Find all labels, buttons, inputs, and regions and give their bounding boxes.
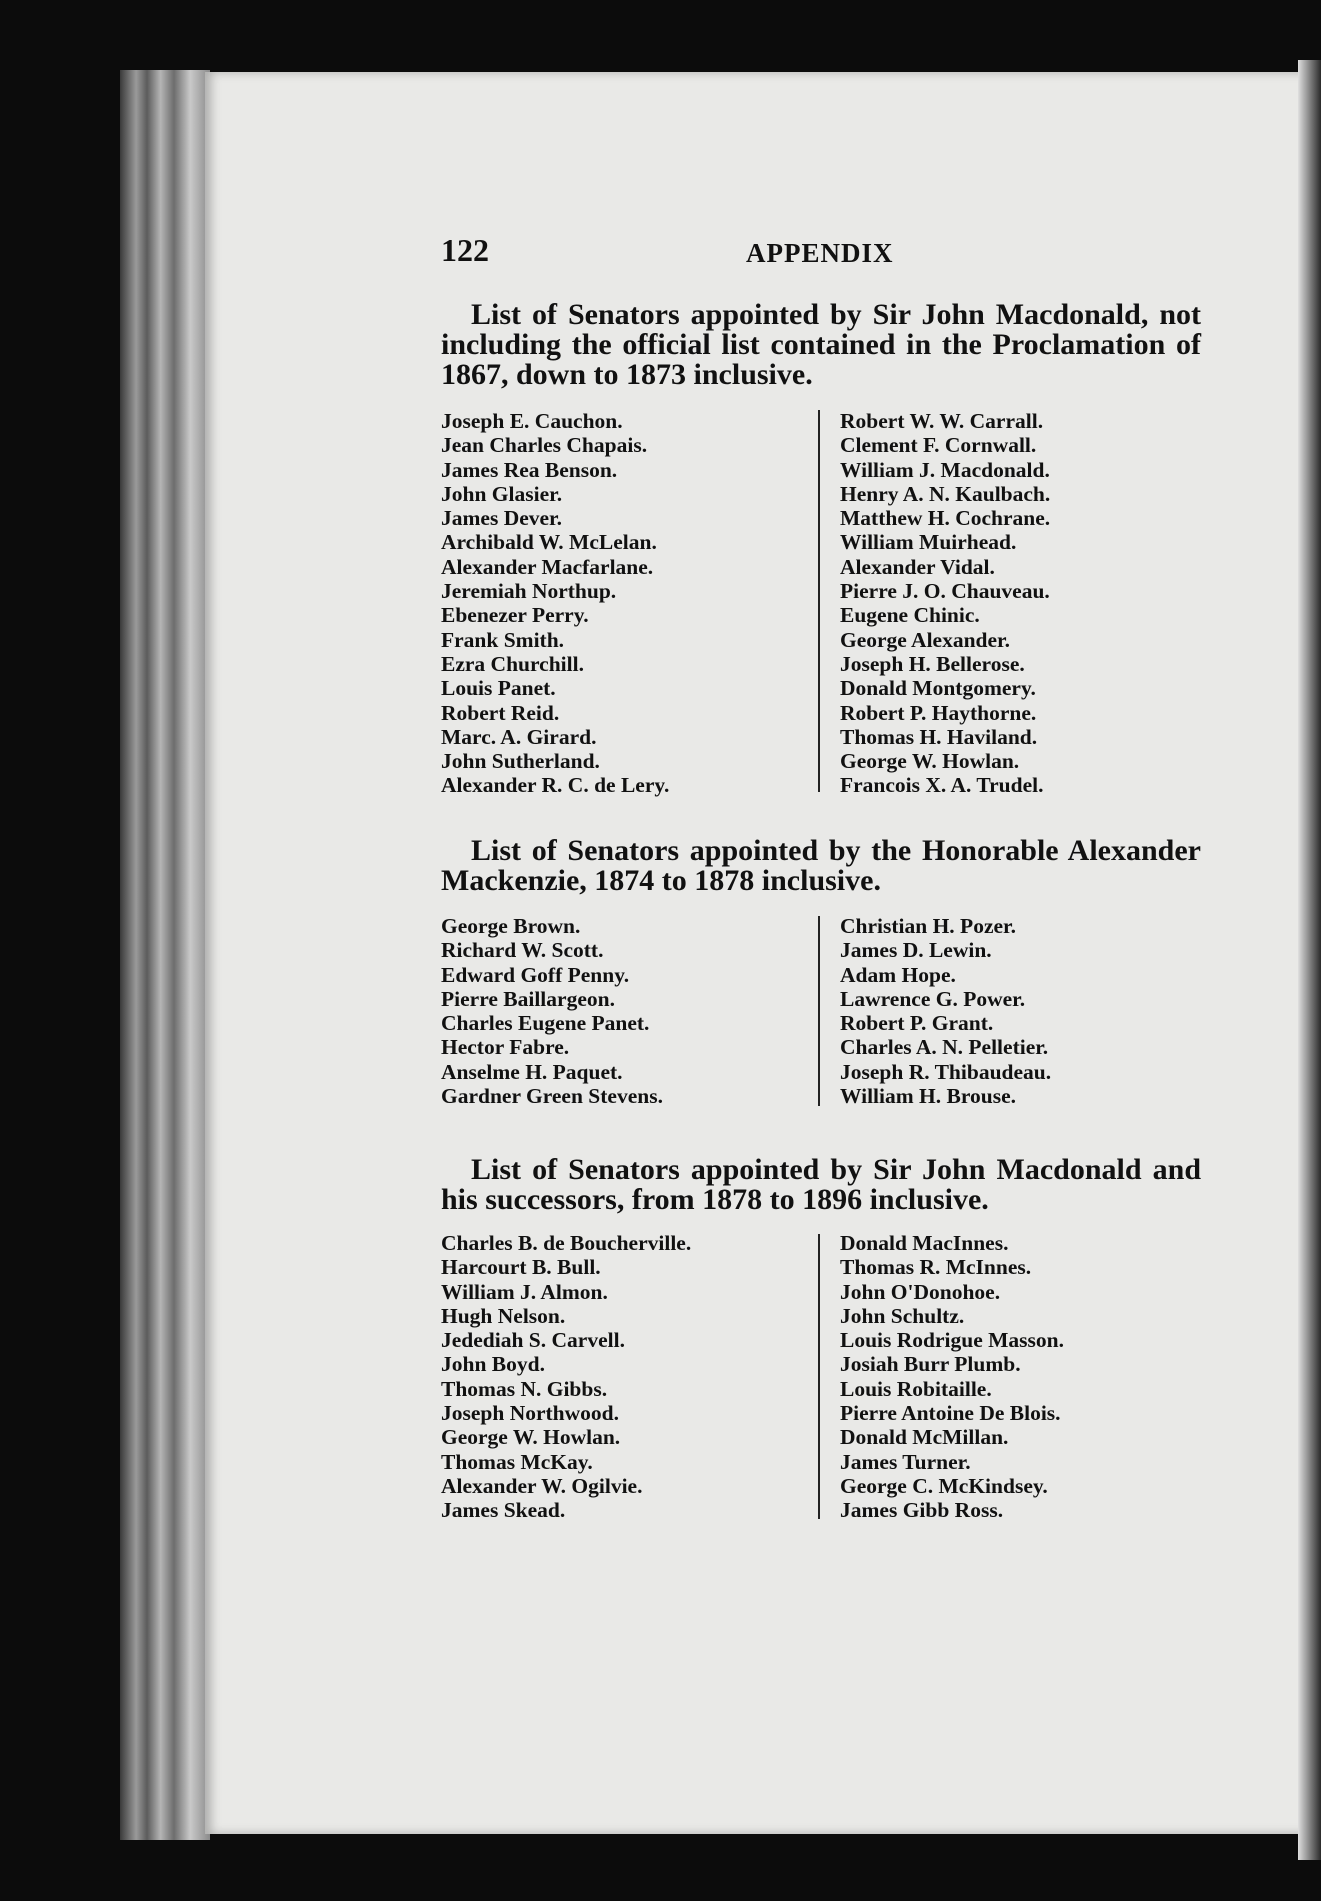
list-item: Marc. A. Girard. xyxy=(441,724,597,749)
list-item: Matthew H. Cochrane. xyxy=(840,506,1051,531)
list-item: James Turner. xyxy=(840,1449,971,1474)
list-item: Pierre Baillargeon. xyxy=(441,986,615,1011)
senator-list-3-right xyxy=(840,1231,1064,1523)
column-divider-1 xyxy=(818,410,820,792)
senator-list-1-left xyxy=(441,409,669,798)
list-item: Hector Fabre. xyxy=(441,1035,570,1060)
senator-list-2-right xyxy=(840,914,1051,1108)
list-item: Alexander R. C. de Lery. xyxy=(441,773,670,798)
list-item: Thomas R. McInnes. xyxy=(840,1255,1032,1280)
list-item: Pierre Antoine De Blois. xyxy=(840,1401,1061,1426)
list-item: Frank Smith. xyxy=(441,627,565,652)
senator-list-2-left xyxy=(441,914,663,1108)
list-item: Robert P. Grant. xyxy=(840,1011,994,1036)
list-item: George Brown. xyxy=(441,914,581,938)
senator-list-1-right xyxy=(840,409,1050,798)
list-item: Louis Rodrigue Masson. xyxy=(840,1328,1064,1353)
list-item: Alexander Vidal. xyxy=(840,554,995,579)
list-item: George Alexander. xyxy=(840,627,1010,652)
list-item: William J. Macdonald. xyxy=(840,457,1050,482)
list-item: James Skead. xyxy=(441,1498,566,1523)
list-item: George W. Howlan. xyxy=(840,749,1020,774)
list-item: William H. Brouse. xyxy=(840,1084,1016,1109)
list-item: Edward Goff Penny. xyxy=(441,962,630,987)
list-item: Jeremiah Northup. xyxy=(441,579,617,604)
section-heading-2: List of Senators appointed by the Honorable Alexander Mackenzie, 1874 to 1878 inclusive. xyxy=(441,834,1201,897)
list-item: Richard W. Scott. xyxy=(441,938,604,963)
list-item: Jedediah S. Carvell. xyxy=(441,1328,625,1353)
list-item: Louis Robitaille. xyxy=(840,1376,992,1401)
page-edge xyxy=(1298,60,1321,1860)
list-item: John Boyd. xyxy=(441,1352,545,1377)
list-item: Joseph H. Bellerose. xyxy=(840,651,1025,676)
list-item: Joseph Northwood. xyxy=(441,1401,619,1426)
list-item: William Muirhead. xyxy=(840,530,1017,555)
list-item: Donald McMillan. xyxy=(840,1425,1009,1450)
page-header xyxy=(441,232,1201,272)
section-heading-1: List of Senators appointed by Sir John Macdonald, not including the official list contained in the Proclamation of 1867, down to 1873 inclusive. xyxy=(441,298,1201,391)
list-item: Josiah Burr Plumb. xyxy=(840,1352,1021,1377)
list-item: Lawrence G. Power. xyxy=(840,986,1026,1011)
list-item: Ebenezer Perry. xyxy=(441,603,589,628)
list-item: Joseph R. Thibaudeau. xyxy=(840,1059,1052,1084)
list-item: Charles Eugene Panet. xyxy=(441,1011,650,1036)
list-item: John Glasier. xyxy=(441,481,563,506)
page-number: 122 xyxy=(441,232,489,268)
list-item: John Schultz. xyxy=(840,1303,965,1328)
list-item: James Rea Benson. xyxy=(441,457,618,482)
list-item: Alexander W. Ogilvie. xyxy=(441,1473,643,1498)
list-item: Donald MacInnes. xyxy=(840,1231,1009,1255)
list-item: Donald Montgomery. xyxy=(840,676,1036,701)
book-spine xyxy=(120,70,210,1840)
list-item: James Gibb Ross. xyxy=(840,1498,1004,1523)
list-item: Christian H. Pozer. xyxy=(840,914,1016,938)
list-item: Robert W. W. Carrall. xyxy=(840,409,1044,433)
list-item: John O'Donohoe. xyxy=(840,1279,1001,1304)
list-item: George W. Howlan. xyxy=(441,1425,621,1450)
list-item: Francois X. A. Trudel. xyxy=(840,773,1044,798)
list-item: Pierre J. O. Chauveau. xyxy=(840,579,1050,604)
list-item: Hugh Nelson. xyxy=(441,1303,566,1328)
list-item: Harcourt B. Bull. xyxy=(441,1255,601,1280)
list-item: Thomas H. Haviland. xyxy=(840,724,1038,749)
list-item: Thomas N. Gibbs. xyxy=(441,1376,608,1401)
list-item: Robert P. Haythorne. xyxy=(840,700,1037,725)
senator-list-3-left xyxy=(441,1231,691,1523)
list-item: Robert Reid. xyxy=(441,700,560,725)
list-item: Henry A. N. Kaulbach. xyxy=(840,481,1051,506)
column-divider-2 xyxy=(818,916,820,1106)
list-item: James D. Lewin. xyxy=(840,938,992,963)
list-item: George C. McKindsey. xyxy=(840,1473,1048,1498)
list-item: Alexander Macfarlane. xyxy=(441,554,654,579)
list-item: Louis Panet. xyxy=(441,676,556,701)
list-item: Eugene Chinic. xyxy=(840,603,980,628)
list-item: William J. Almon. xyxy=(441,1279,608,1304)
list-item: Adam Hope. xyxy=(840,962,956,987)
list-item: John Sutherland. xyxy=(441,749,600,774)
list-item: Thomas McKay. xyxy=(441,1449,593,1474)
list-item: Gardner Green Stevens. xyxy=(441,1084,663,1109)
list-item: Archibald W. McLelan. xyxy=(441,530,657,555)
section-heading-3: List of Senators appointed by Sir John Macdonald and his successors, from 1878 to 1896 inclusive. xyxy=(441,1153,1201,1216)
list-item: Jean Charles Chapais. xyxy=(441,433,648,458)
list-item: Charles A. N. Pelletier. xyxy=(840,1035,1049,1060)
list-item: Joseph E. Cauchon. xyxy=(441,409,623,433)
column-divider-3 xyxy=(818,1234,820,1519)
list-item: Clement F. Cornwall. xyxy=(840,433,1037,458)
list-item: Charles B. de Boucherville. xyxy=(441,1231,692,1255)
running-head: APPENDIX xyxy=(746,238,894,268)
list-item: Anselme H. Paquet. xyxy=(441,1059,623,1084)
list-item: James Dever. xyxy=(441,506,563,531)
list-item: Ezra Churchill. xyxy=(441,651,584,676)
